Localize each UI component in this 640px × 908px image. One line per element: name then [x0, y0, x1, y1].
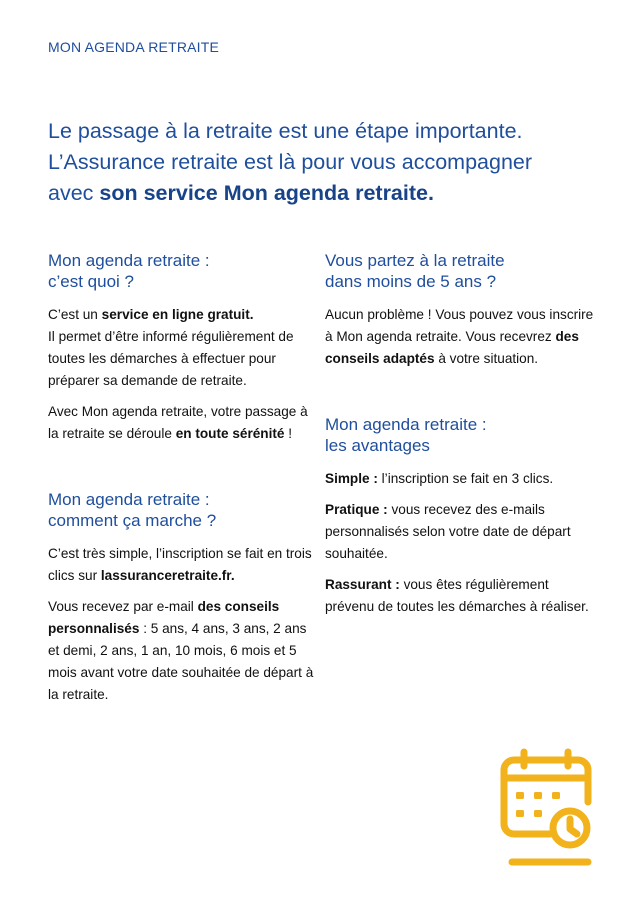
- paragraph: [325, 304, 595, 370]
- advantage-label: Pratique :: [325, 502, 388, 517]
- intro-line-3-prefix: avec: [48, 181, 100, 205]
- website-link-text: lassuranceretraite.fr.: [100, 568, 235, 583]
- section-title: [48, 489, 318, 531]
- intro-line-1: Le passage à la retraite est une étape importante.: [48, 119, 523, 143]
- advantage-simple: [325, 468, 595, 490]
- text: C’est très simple, l’inscription se fait en trois clics sur: [48, 546, 312, 583]
- intro-line-3-bold: son service Mon agenda retraite.: [99, 181, 434, 205]
- section-title-line-1: Mon agenda retraite :: [48, 490, 210, 509]
- intro-line-3: [48, 178, 608, 209]
- calendar-clock-icon: [498, 748, 598, 868]
- text: C’est un: [48, 307, 102, 322]
- section-how-it-works: [48, 489, 318, 706]
- section-title-line-2: comment ça marche ?: [48, 511, 217, 530]
- left-column: [48, 250, 318, 706]
- text: : 5 ans, 4 ans, 3 ans, 2 ans et demi, 2 ans, 1 an, 10 mois, 6 mois et 5 mois avant votre date souhaitée de départ à la retraite.: [48, 621, 314, 702]
- section-title-line-1: Mon agenda retraite :: [48, 251, 210, 270]
- section-what-is-it: [48, 250, 318, 445]
- bold-text: en toute sérénité: [175, 426, 285, 441]
- text: Avec Mon agenda retraite, votre passage à la retraite se déroule: [48, 404, 308, 441]
- bold-text: des conseils personnalisés: [48, 599, 280, 636]
- section-title: [325, 414, 595, 456]
- advantage-label: Simple :: [325, 471, 378, 486]
- section-title-line-2: dans moins de 5 ans ?: [325, 272, 497, 291]
- section-title-line-2: les avantages: [325, 436, 430, 455]
- page-kicker: MON AGENDA RETRAITE: [48, 39, 220, 55]
- advantage-text: l’inscription se fait en 3 clics.: [377, 471, 554, 486]
- text: Il permet d’être informé régulièrement de toutes les démarches à effectuer pour préparer sa demande de retraite.: [48, 329, 294, 388]
- section-advantages: [325, 414, 595, 618]
- intro-text: [48, 116, 608, 209]
- paragraph: [48, 543, 318, 587]
- advantage-text: vous recevez des e-mails personnalisés selon votre date de départ souhaitée.: [325, 502, 571, 561]
- paragraph: [48, 401, 318, 445]
- section-title-line-2: c’est quoi ?: [48, 272, 134, 291]
- section-title: [48, 250, 318, 292]
- advantage-practical: [325, 499, 595, 565]
- advantage-label: Rassurant :: [325, 577, 400, 592]
- right-column: [325, 250, 595, 618]
- text: !: [284, 426, 293, 441]
- section-title: [325, 250, 595, 292]
- text: à votre situation.: [434, 351, 539, 366]
- text: Vous recevez par e-mail: [48, 599, 198, 614]
- paragraph: [48, 596, 318, 706]
- section-less-than-5-years: [325, 250, 595, 370]
- intro-line-2: L’Assurance retraite est là pour vous accompagner: [48, 150, 533, 174]
- advantage-text: vous êtes régulièrement prévenu de toutes les démarches à réaliser.: [325, 577, 589, 614]
- advantage-reassuring: [325, 574, 595, 618]
- section-title-line-1: Mon agenda retraite :: [325, 415, 487, 434]
- bold-text: service en ligne gratuit.: [101, 307, 254, 322]
- text: Aucun problème ! Vous pouvez vous inscrire à Mon agenda retraite. Vous recevrez: [325, 307, 594, 344]
- paragraph: [48, 304, 318, 392]
- section-title-line-1: Vous partez à la retraite: [325, 251, 505, 270]
- bold-text: des conseils adaptés: [325, 329, 579, 366]
